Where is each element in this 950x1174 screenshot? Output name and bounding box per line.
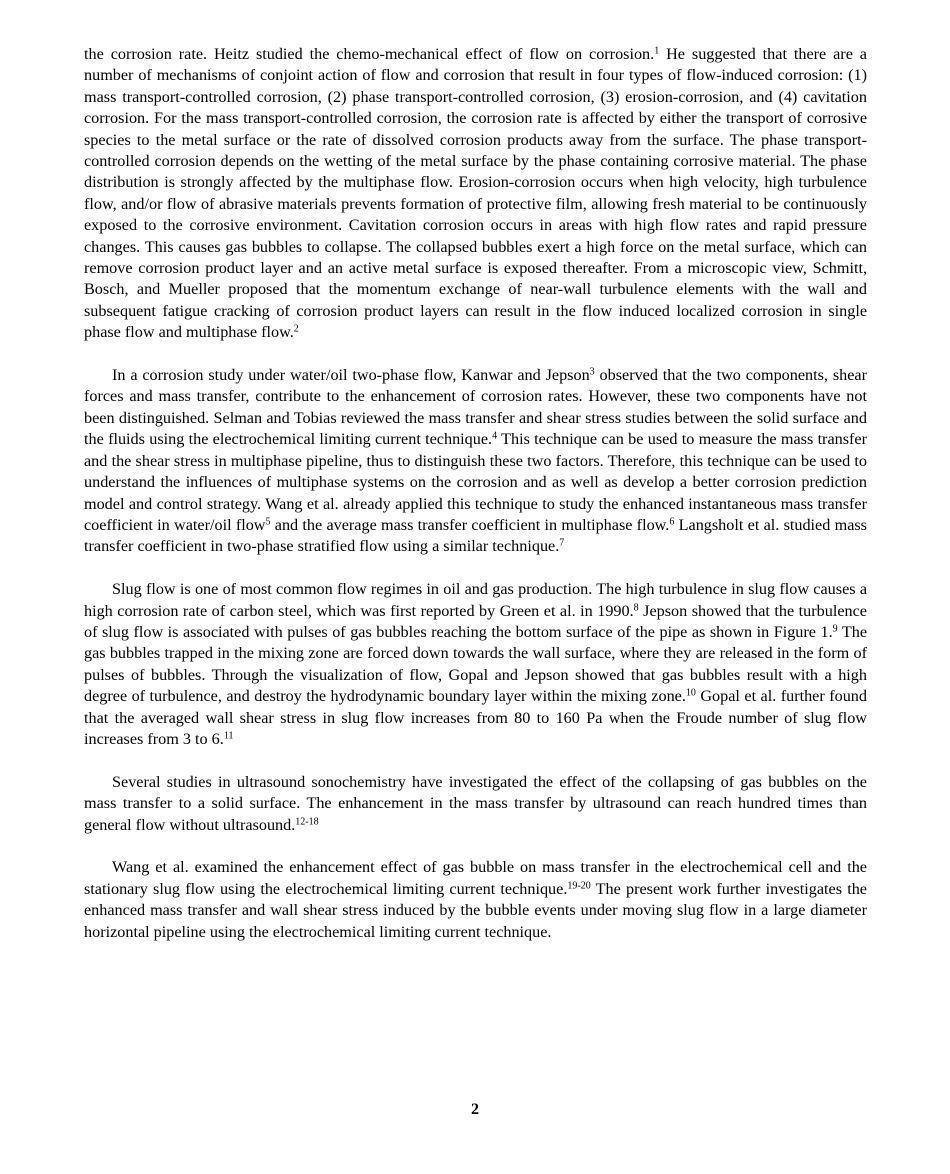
text-run: Slug flow is one of most common flow regimes in oil and gas production. The high turbulence in slug flow causes a high corrosion rate of carbon steel, which was first reported by Green et al. in 1990. (84, 580, 867, 620)
paragraph-1 (84, 44, 867, 344)
page-body (84, 44, 867, 964)
citation-superscript: 5 (265, 516, 271, 528)
citation-superscript: 12-18 (295, 816, 319, 828)
citation-superscript: 11 (223, 730, 234, 742)
text-run: Wang et al. examined the enhancement effect of gas bubble on mass transfer in the electrochemical cell and the stationary slug flow using the electrochemical limiting current technique. (84, 858, 867, 898)
citation-superscript: 1 (654, 45, 660, 57)
text-run: Jepson showed that the turbulence of slug flow is associated with pulses of gas bubbles reaching the bottom surface of the pipe as shown in Figure 1. (84, 601, 867, 641)
text-run: the corrosion rate. Heitz studied the chemo-mechanical effect of flow on corrosion. (84, 45, 655, 63)
text-run: Langsholt et al. studied mass transfer coefficient in two-phase stratified flow using a similar technique. (84, 515, 867, 556)
paragraph-5 (84, 857, 867, 943)
citation-superscript: 3 (589, 366, 595, 378)
citation-superscript: 7 (559, 537, 565, 549)
citation-superscript: 10 (685, 687, 696, 699)
text-run: and the average mass transfer coefficient in multiphase flow. (270, 515, 670, 534)
text-run: The present work further investigates the enhanced mass transfer and wall shear stress induced by the bubble events under moving slug flow in a large diameter horizontal pipeline using the electrochemical limiting current technique. (84, 879, 867, 941)
citation-superscript: 6 (669, 516, 675, 528)
citation-superscript: 8 (633, 602, 639, 614)
text-run: Several studies in ultrasound sonochemistry have investigated the effect of the collapsing of gas bubbles on the mass transfer to a solid surface. The enhancement in the mass transfer by ultrasound can reach hundred times than general flow without ultrasound. (84, 772, 867, 834)
paragraph-3 (84, 579, 867, 750)
text-run: Gopal et al. further found that the averaged wall shear stress in slug flow increases from 80 to 160 Pa when the Froude number of slug flow increases from 3 to 6. (84, 687, 867, 748)
paragraph-4 (84, 772, 867, 836)
citation-superscript: 2 (293, 323, 299, 335)
citation-superscript: 4 (492, 430, 498, 442)
text-run: He suggested that there are a number of mechanisms of conjoint action of flow and corrosion that result in four types of flow-induced corrosion: (1) mass transport-controlled corrosion, (2) phase transport-controlled corrosion, (3) erosion-corrosion, and (4) cavitation corrosion. For the mass transport-controlled corrosion, the corrosion rate is affected by either the transport of corrosive species to the metal surface or the rate of dissolved corrosion products away from the surface. The phase transport-controlled corrosion depends on the wetting of the metal surface by the phase containing corrosive material. The phase distribution is strongly affected by the multiphase flow. Erosion-corrosion occurs when high velocity, high turbulence flow, and/or flow of abrasive materials prevents formation of protective film, allowing fresh material to be continuously exposed to the corrosive environment. Cavitation corrosion occurs in areas with high flow rates and rapid pressure changes. This causes gas bubbles to collapse. The collapsed bubbles exert a high force on the metal surface, which can remove corrosion product layer and an active metal surface is exposed thereafter. From a microscopic view, Schmitt, Bosch, and Mueller proposed that the momentum exchange of near-wall turbulence elements with the wall and subsequent fatigue cracking of corrosion product layers can result in the flow induced localized corrosion in single phase flow and multiphase flow. (84, 45, 867, 342)
text-run: The gas bubbles trapped in the mixing zone are forced down towards the wall surface, where they are released in the form of pulses of bubbles. Through the visualization of flow, Gopal and Jepson showed that gas bubbles result with a high degree of turbulence, and destroy the hydrodynamic boundary layer within the mixing zone. (84, 622, 867, 706)
text-run: This technique can be used to measure the mass transfer and the shear stress in multiphase pipeline, thus to distinguish these two factors. Therefore, this technique can be used to understand the influences of multiphase systems on the corrosion and as well as develop a better corrosion prediction model and control strategy. Wang et al. already applied this technique to study the enhanced instantaneous mass transfer coefficient in water/oil flow (84, 430, 867, 534)
page-number: 2 (471, 1101, 479, 1118)
text-run: In a corrosion study under water/oil two-phase flow, Kanwar and Jepson (112, 366, 590, 385)
paragraph-2 (84, 365, 867, 558)
citation-superscript: 9 (832, 623, 838, 635)
text-run: observed that the two components, shear forces and mass transfer, contribute to the enhancement of corrosion rates. However, these two components have not been distinguished. Selman and Tobias reviewed the mass transfer and shear stress studies between the solid surface and the fluids using the electrochemical limiting current technique. (84, 366, 867, 449)
citation-superscript: 19-20 (567, 880, 591, 892)
